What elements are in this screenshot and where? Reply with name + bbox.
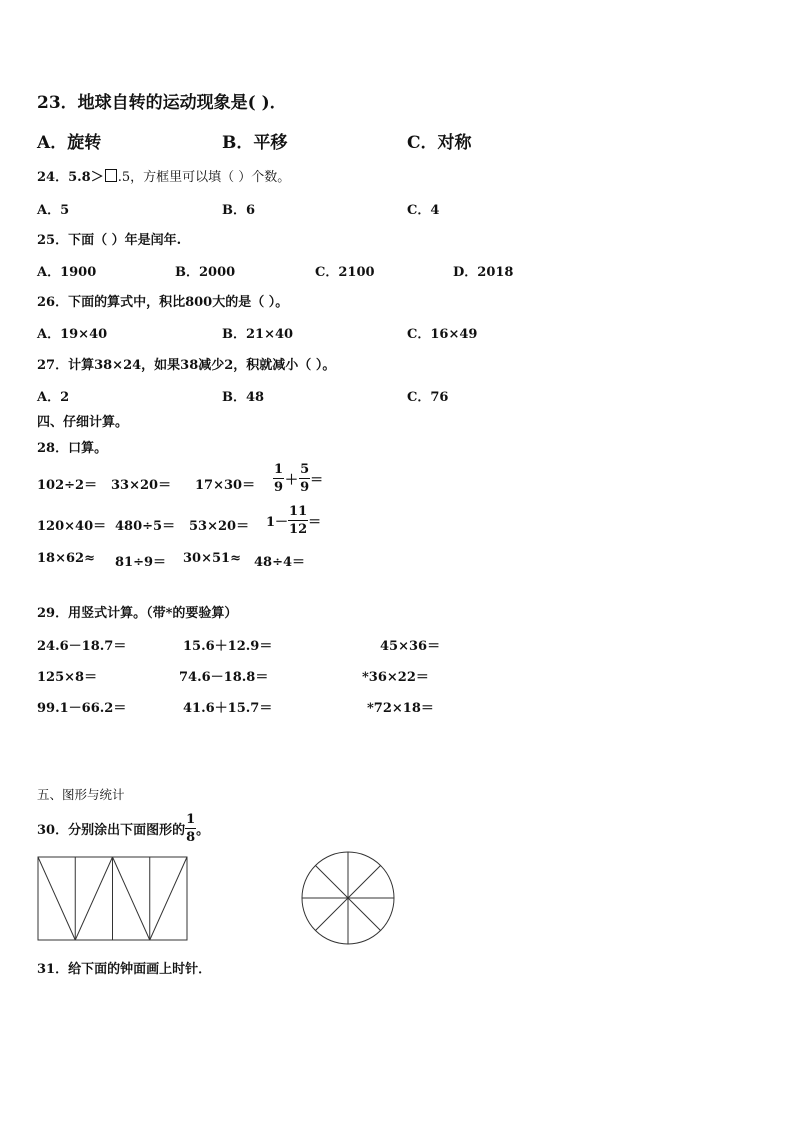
q28-r3-c2: 81÷9＝: [115, 555, 167, 570]
q29-title: 29．用竖式计算。（带*的要验算）: [37, 606, 238, 621]
q28-r2-c3: 53×20＝: [189, 519, 250, 534]
q26-text: 26．下面的算式中，积比800大的是（ ）。: [37, 295, 289, 310]
fraction: $\frac{1}{9}$: [274, 462, 284, 495]
q29-r3-c3: *72×18＝: [367, 701, 434, 716]
q27-text: 27．计算38×24，如果38减少2，积就减小（ ）。: [37, 358, 336, 373]
section-5-title: 五、图形与统计: [37, 787, 125, 802]
q28-r2-c1: 120×40＝: [37, 519, 107, 534]
q23-option-b: B．平移: [222, 133, 288, 153]
q28-r1-c1: 102÷2＝: [37, 478, 98, 493]
q24-suffix: .5，方框里可以填（ ）个数。: [117, 170, 291, 185]
rectangle-divided-figure[interactable]: [37, 856, 189, 942]
q27-option-b: B．48: [222, 390, 265, 405]
q24-text: [37, 166, 290, 185]
q28-r3-c4: 48÷4＝: [254, 555, 306, 570]
q29-r2-c3: *36×22＝: [362, 670, 429, 685]
q27-option-a: A．2: [37, 390, 70, 405]
q25-option-c: C．2100: [315, 265, 375, 280]
q26-option-c: C．16×49: [407, 327, 478, 342]
circle-divided-figure[interactable]: [300, 850, 396, 946]
q24-option-a: A．5: [37, 203, 70, 218]
q25-option-b: B．2000: [175, 265, 236, 280]
fraction: $\frac{11}{12}$: [289, 504, 308, 537]
q29-r1-c2: 15.6＋12.9＝: [183, 639, 273, 654]
q25-text: 25．下面（ ）年是闰年.: [37, 233, 182, 248]
q26-option-a: A．19×40: [37, 327, 108, 342]
q28-r2-c2: 480÷5＝: [115, 519, 176, 534]
q28-r1-fraction-expr: $\frac{1}{9}$ ＋ $\frac{5}{9}$ ＝: [274, 462, 324, 495]
section-4-title: 四、仔细计算。: [37, 415, 129, 430]
q23-option-a: A．旋转: [37, 133, 102, 153]
blank-box: [105, 169, 117, 182]
fraction: $\frac{1}{8}$: [186, 812, 196, 845]
q29-r2-c1: 125×8＝: [37, 670, 98, 685]
q28-r3-c3: 30×51≈: [183, 551, 241, 566]
q23-option-c: C．对称: [407, 133, 472, 153]
q29-r3-c1: 99.1－66.2＝: [37, 701, 127, 716]
q28-r3-c1: 18×62≈: [37, 551, 95, 566]
q29-r1-c1: 24.6－18.7＝: [37, 639, 127, 654]
q24-option-b: B．6: [222, 203, 256, 218]
q30-text: 30．分别涂出下面图形的 $\frac{1}{8}$ 。: [37, 812, 210, 845]
q31-text: 31．给下面的钟面画上时针．: [37, 962, 212, 977]
q28-title: 28．口算。: [37, 441, 108, 456]
q26-option-b: B．21×40: [222, 327, 294, 342]
q25-option-a: A．1900: [37, 265, 97, 280]
fraction: $\frac{5}{9}$: [300, 462, 310, 495]
q27-option-c: C．76: [407, 390, 449, 405]
q28-r1-c3: 17×30＝: [195, 478, 256, 493]
q29-r3-c2: 41.6＋15.7＝: [183, 701, 273, 716]
q28-r1-c2: 33×20＝: [111, 478, 172, 493]
q29-r2-c2: 74.6－18.8＝: [179, 670, 269, 685]
q29-r1-c3: 45×36＝: [380, 639, 441, 654]
q23-text: 23．地球自转的运动现象是( )．: [37, 93, 287, 113]
q28-r2-fraction-expr: 1－ $\frac{11}{12}$ ＝: [266, 504, 322, 537]
q24-prefix: 24．5.8＞: [37, 170, 104, 185]
q24-option-c: C．4: [407, 203, 440, 218]
q25-option-d: D．2018: [453, 265, 514, 280]
